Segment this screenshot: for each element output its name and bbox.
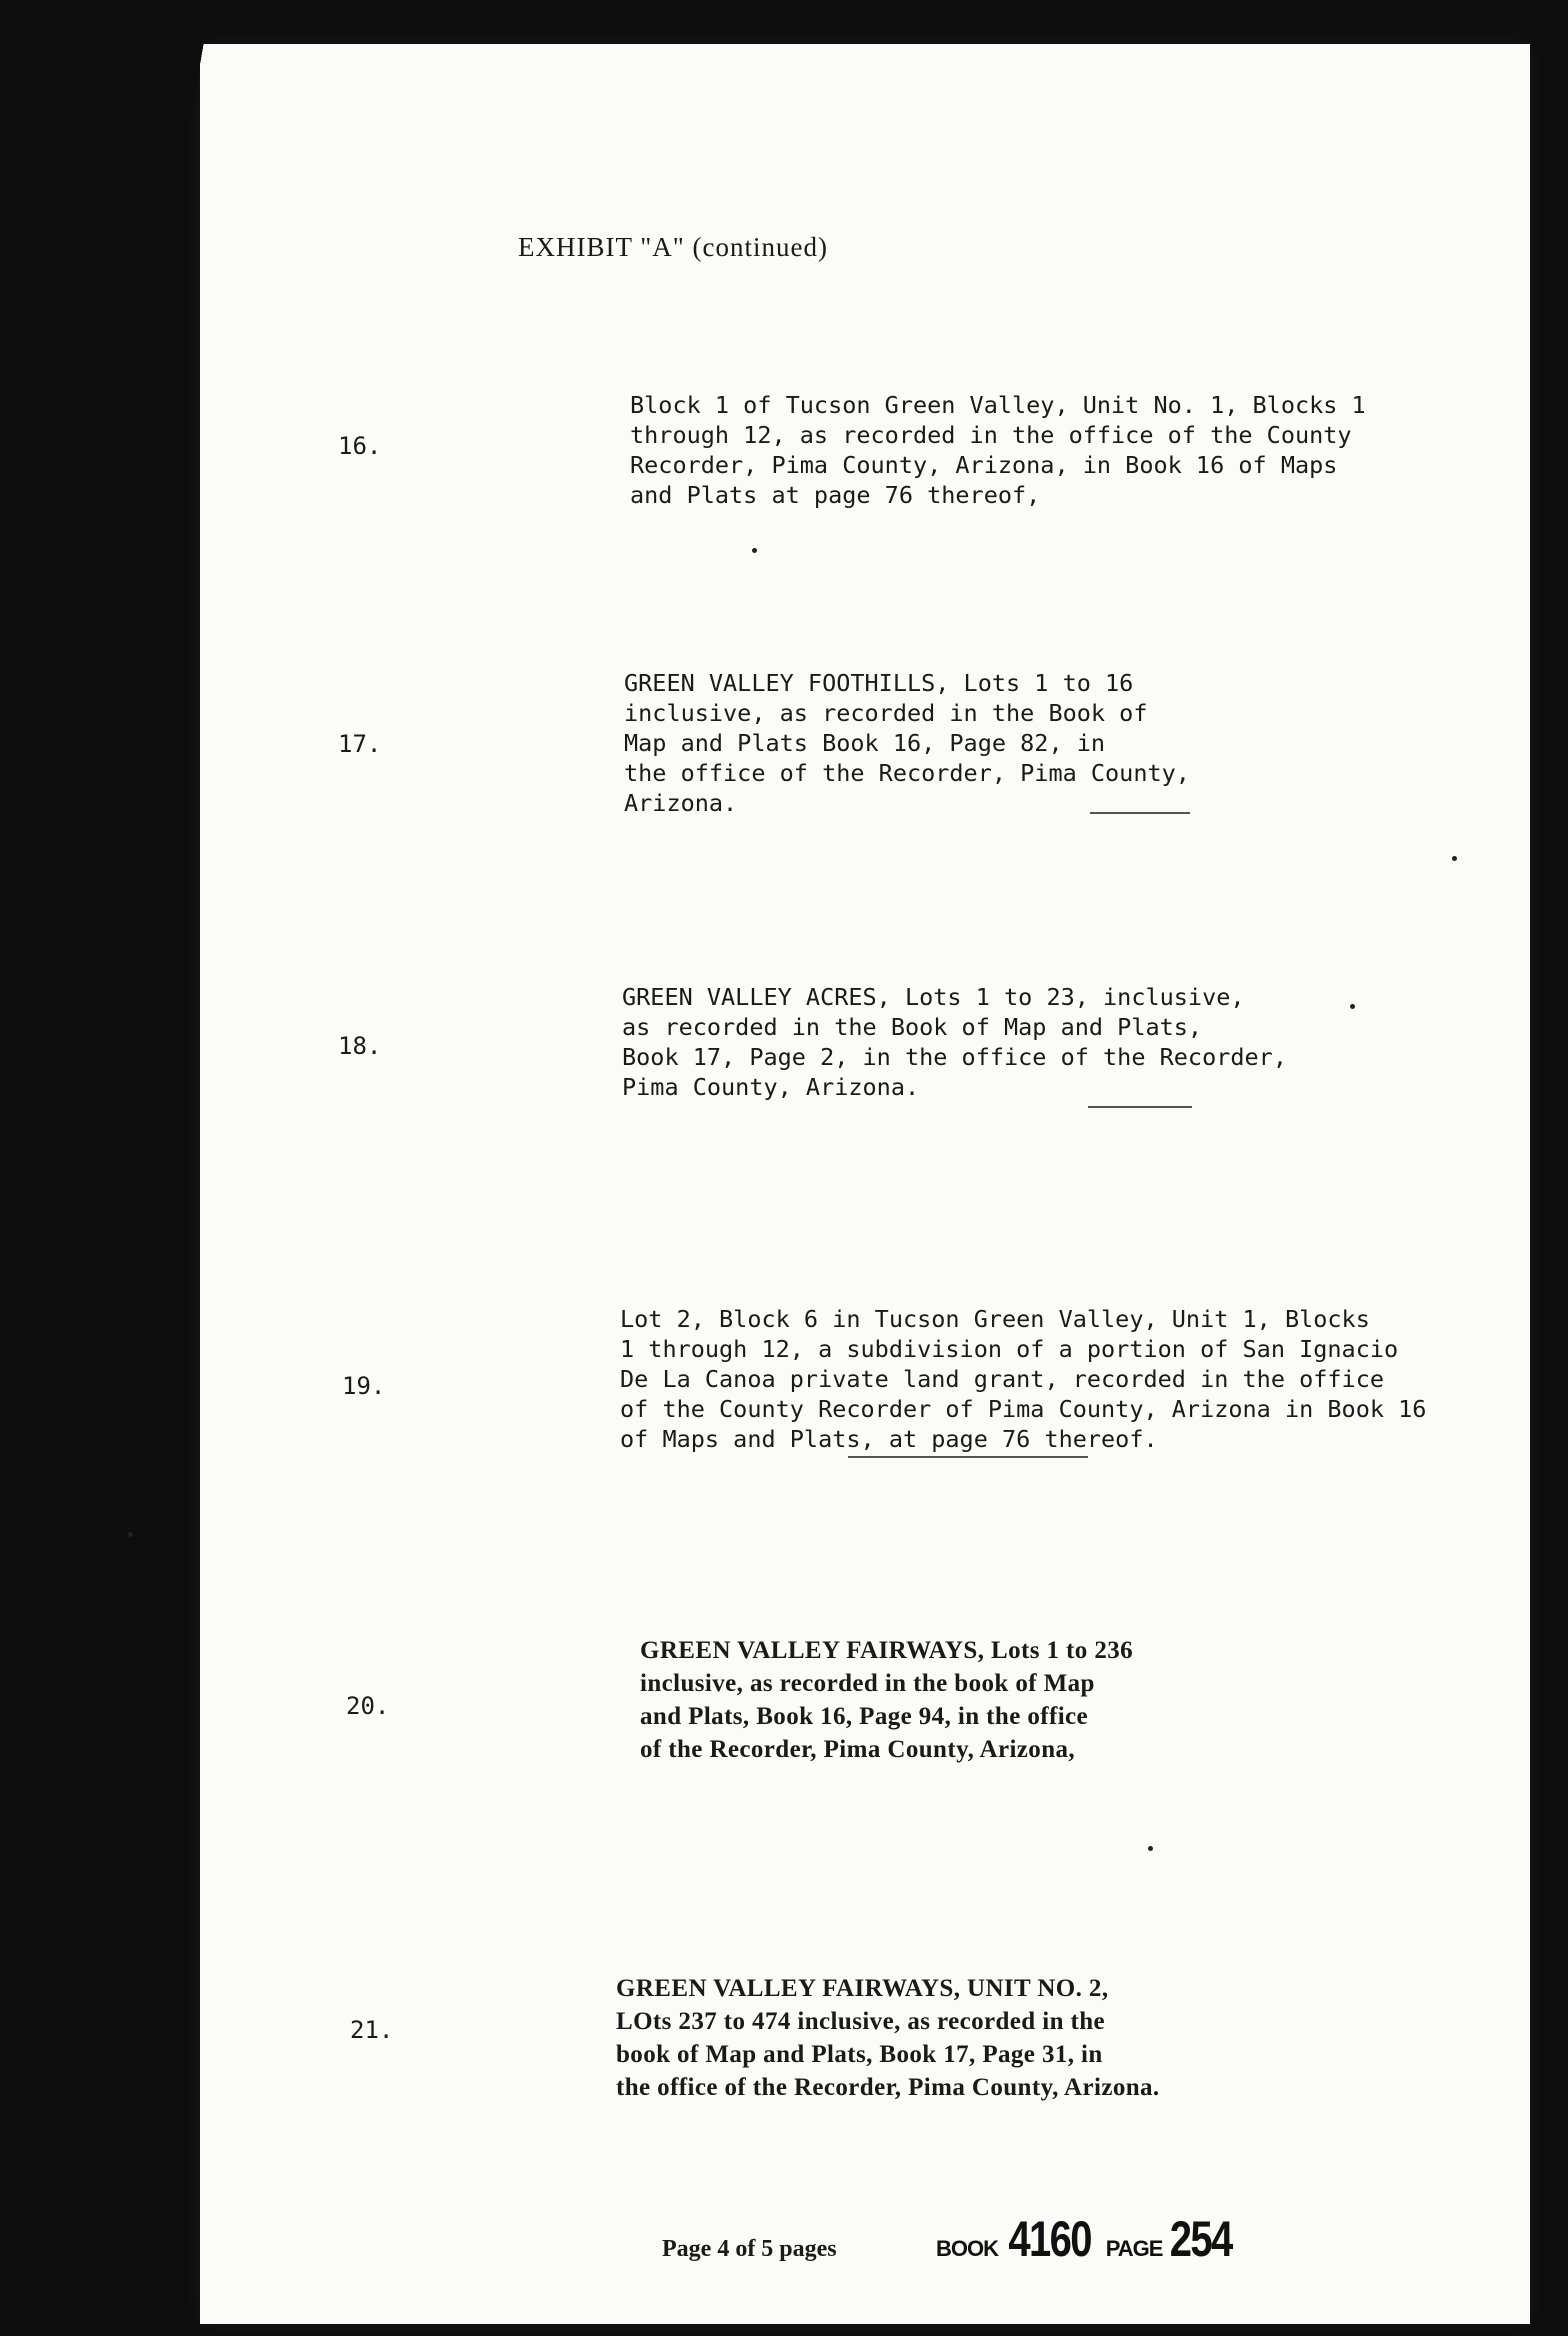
entry-number-19: 19. (342, 1372, 386, 1400)
stamp-book-label: BOOK (936, 2236, 998, 2261)
scan-speck (752, 548, 757, 553)
entry-text-21: GREEN VALLEY FAIRWAYS, UNIT NO. 2, LOts 237 to 474 inclusive, as recorded in the book of Map and Plats, Book 17, Page 31, in the office of the Recorder, Pima County, Arizona. (616, 1975, 1160, 2101)
entry-text-19: Lot 2, Block 6 in Tucson Green Valley, Unit 1, Blocks 1 through 12, a subdivision of a portion of San Ignacio De La Canoa private land grant, recorded in the office of the County Recorder of Pima County, Arizona in Book 16 of Maps and Plats, at page 76 thereof. (620, 1305, 1427, 1453)
entry-number-18: 18. (338, 1032, 382, 1060)
scan-speck (128, 1532, 133, 1537)
stamp-book-number: 4160 (1008, 2211, 1091, 2267)
scan-speck (1148, 1846, 1153, 1851)
page-footer: Page 4 of 5 pages (662, 2236, 837, 2262)
stamp-page-label: PAGE (1105, 2236, 1163, 2261)
stamp-page-number: 254 (1170, 2211, 1233, 2267)
entry-text-20: GREEN VALLEY FAIRWAYS, Lots 1 to 236 inclusive, as recorded in the book of Map and Plats, Book 16, Page 94, in the office of the Recorder, Pima County, Arizona, (640, 1637, 1134, 1763)
scan-mark (1090, 812, 1190, 814)
scan-speck (1452, 856, 1457, 861)
torn-edge (150, 40, 240, 300)
entry-text-17: GREEN VALLEY FOOTHILLS, Lots 1 to 16 inclusive, as recorded in the Book of Map and Plats Book 16, Page 82, in the office of the Recorder, Pima County, Arizona. (624, 669, 1190, 817)
exhibit-title: EXHIBIT "A" (continued) (518, 232, 828, 262)
scan-mark (1088, 1106, 1192, 1108)
scan-mark (848, 1456, 1088, 1458)
entry-number-21: 21. (350, 2016, 394, 2044)
recorder-stamp (936, 2210, 1240, 2268)
entry-text-16: Block 1 of Tucson Green Valley, Unit No. 1, Blocks 1 through 12, as recorded in the office of the County Recorder, Pima County, Arizona, in Book 16 of Maps and Plats at page 76 thereof, (630, 391, 1366, 509)
entry-text-18: GREEN VALLEY ACRES, Lots 1 to 23, inclusive, as recorded in the Book of Map and Plats, Book 17, Page 2, in the office of the Recorder, Pima County, Arizona. (622, 983, 1287, 1101)
entry-number-17: 17. (338, 730, 382, 758)
entry-number-20: 20. (346, 1692, 390, 1720)
scan-speck (1350, 1004, 1355, 1009)
entry-number-16: 16. (338, 432, 382, 460)
